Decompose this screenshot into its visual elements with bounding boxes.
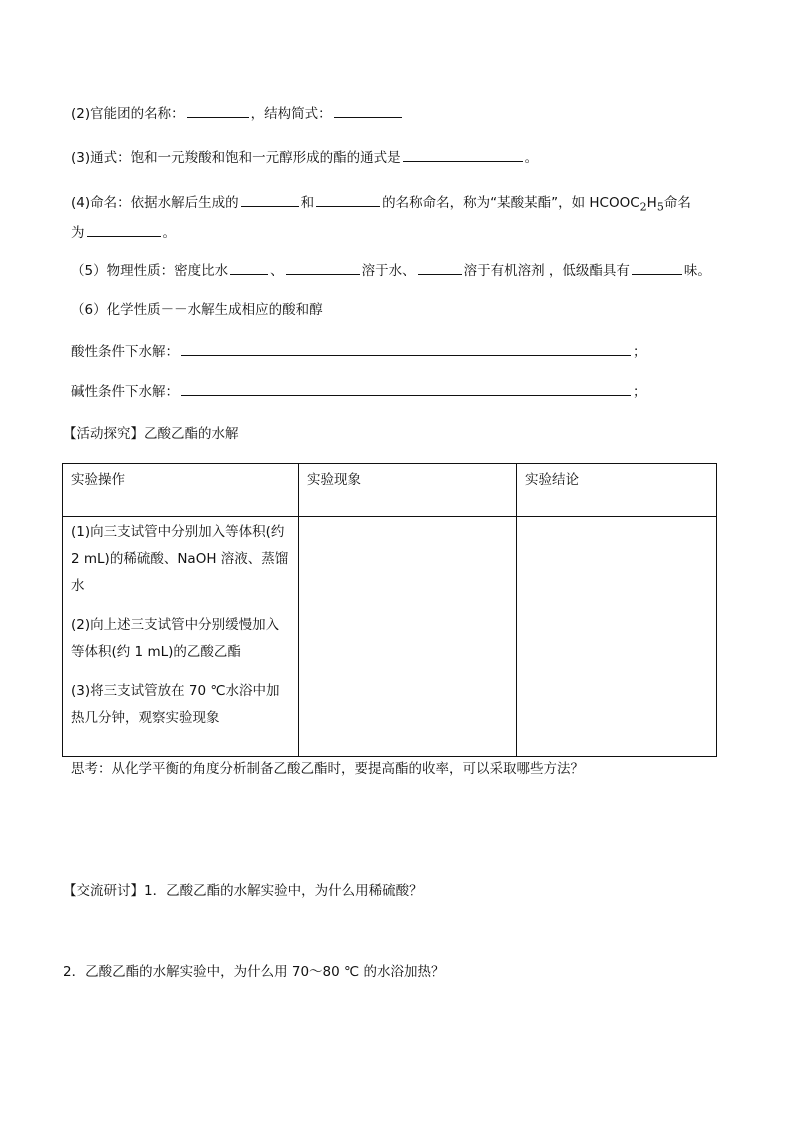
discussion-q1: 【交流研讨】1．乙酸乙酯的水解实验中，为什么用稀硫酸？ [63, 883, 423, 899]
conclusion-cell[interactable] [517, 517, 717, 757]
phenomenon-cell[interactable] [299, 517, 517, 757]
step-1: (1)向三支试管中分别加入等体积(约 2 mL)的稀硫酸、NaOH 溶液、蒸馏水 [71, 524, 289, 594]
item-naming: (4)命名：依据水解后生成的 和 的名称命名，称为“某酸某酯”，如 $HCOOC_2H_5$命名 [71, 192, 691, 218]
item-physical: （5）物理性质：密度比水 、 溶于水、 溶于有机溶剂 ，低级酯具有 味。 [71, 260, 711, 281]
blank-acid[interactable] [241, 192, 299, 207]
item-naming-cont: 为 。 [71, 222, 176, 243]
blank-group-name[interactable] [187, 103, 249, 118]
blank-organic[interactable] [418, 260, 462, 275]
base-hydrolysis: 碱性条件下水解： ； [71, 381, 647, 402]
header-conclusion: 实验结论 [517, 464, 717, 517]
activity-heading: 【活动探究】乙酸乙酯的水解 [63, 426, 239, 442]
step-2: (2)向上述三支试管中分别缓慢加入等体积(约 1 mL)的乙酸乙酯 [71, 617, 280, 660]
item-general-formula: (3)通式：饱和一元羧酸和饱和一元醇形成的酯的通式是 。 [71, 147, 538, 168]
blank-base-eq[interactable] [181, 381, 631, 396]
blank-formula[interactable] [403, 147, 523, 162]
discussion-q2: 2．乙酸乙酯的水解实验中，为什么用 70～80 ℃ 的水浴加热？ [63, 964, 445, 980]
blank-water[interactable] [286, 260, 360, 275]
acid-hydrolysis: 酸性条件下水解： ； [71, 341, 647, 362]
header-phenomenon: 实验现象 [299, 464, 517, 517]
blank-name[interactable] [87, 222, 161, 237]
blank-structure[interactable] [334, 103, 402, 118]
experiment-table [62, 463, 717, 757]
item-functional-group: (2)官能团的名称： ，结构简式： [71, 103, 404, 124]
item-chemical: （6）化学性质－－水解生成相应的酸和醇 [71, 302, 323, 318]
blank-density[interactable] [230, 260, 268, 275]
blank-alcohol[interactable] [316, 192, 380, 207]
blank-smell[interactable] [632, 260, 682, 275]
step-3: (3)将三支试管放在 70 ℃水浴中加热几分钟，观察实验现象 [71, 683, 280, 726]
operation-cell [63, 517, 299, 757]
blank-acid-eq[interactable] [181, 341, 631, 356]
think-question: 思考：从化学平衡的角度分析制备乙酸乙酯时，要提高酯的收率，可以采取哪些方法？ [71, 761, 584, 777]
header-operation: 实验操作 [63, 464, 299, 517]
